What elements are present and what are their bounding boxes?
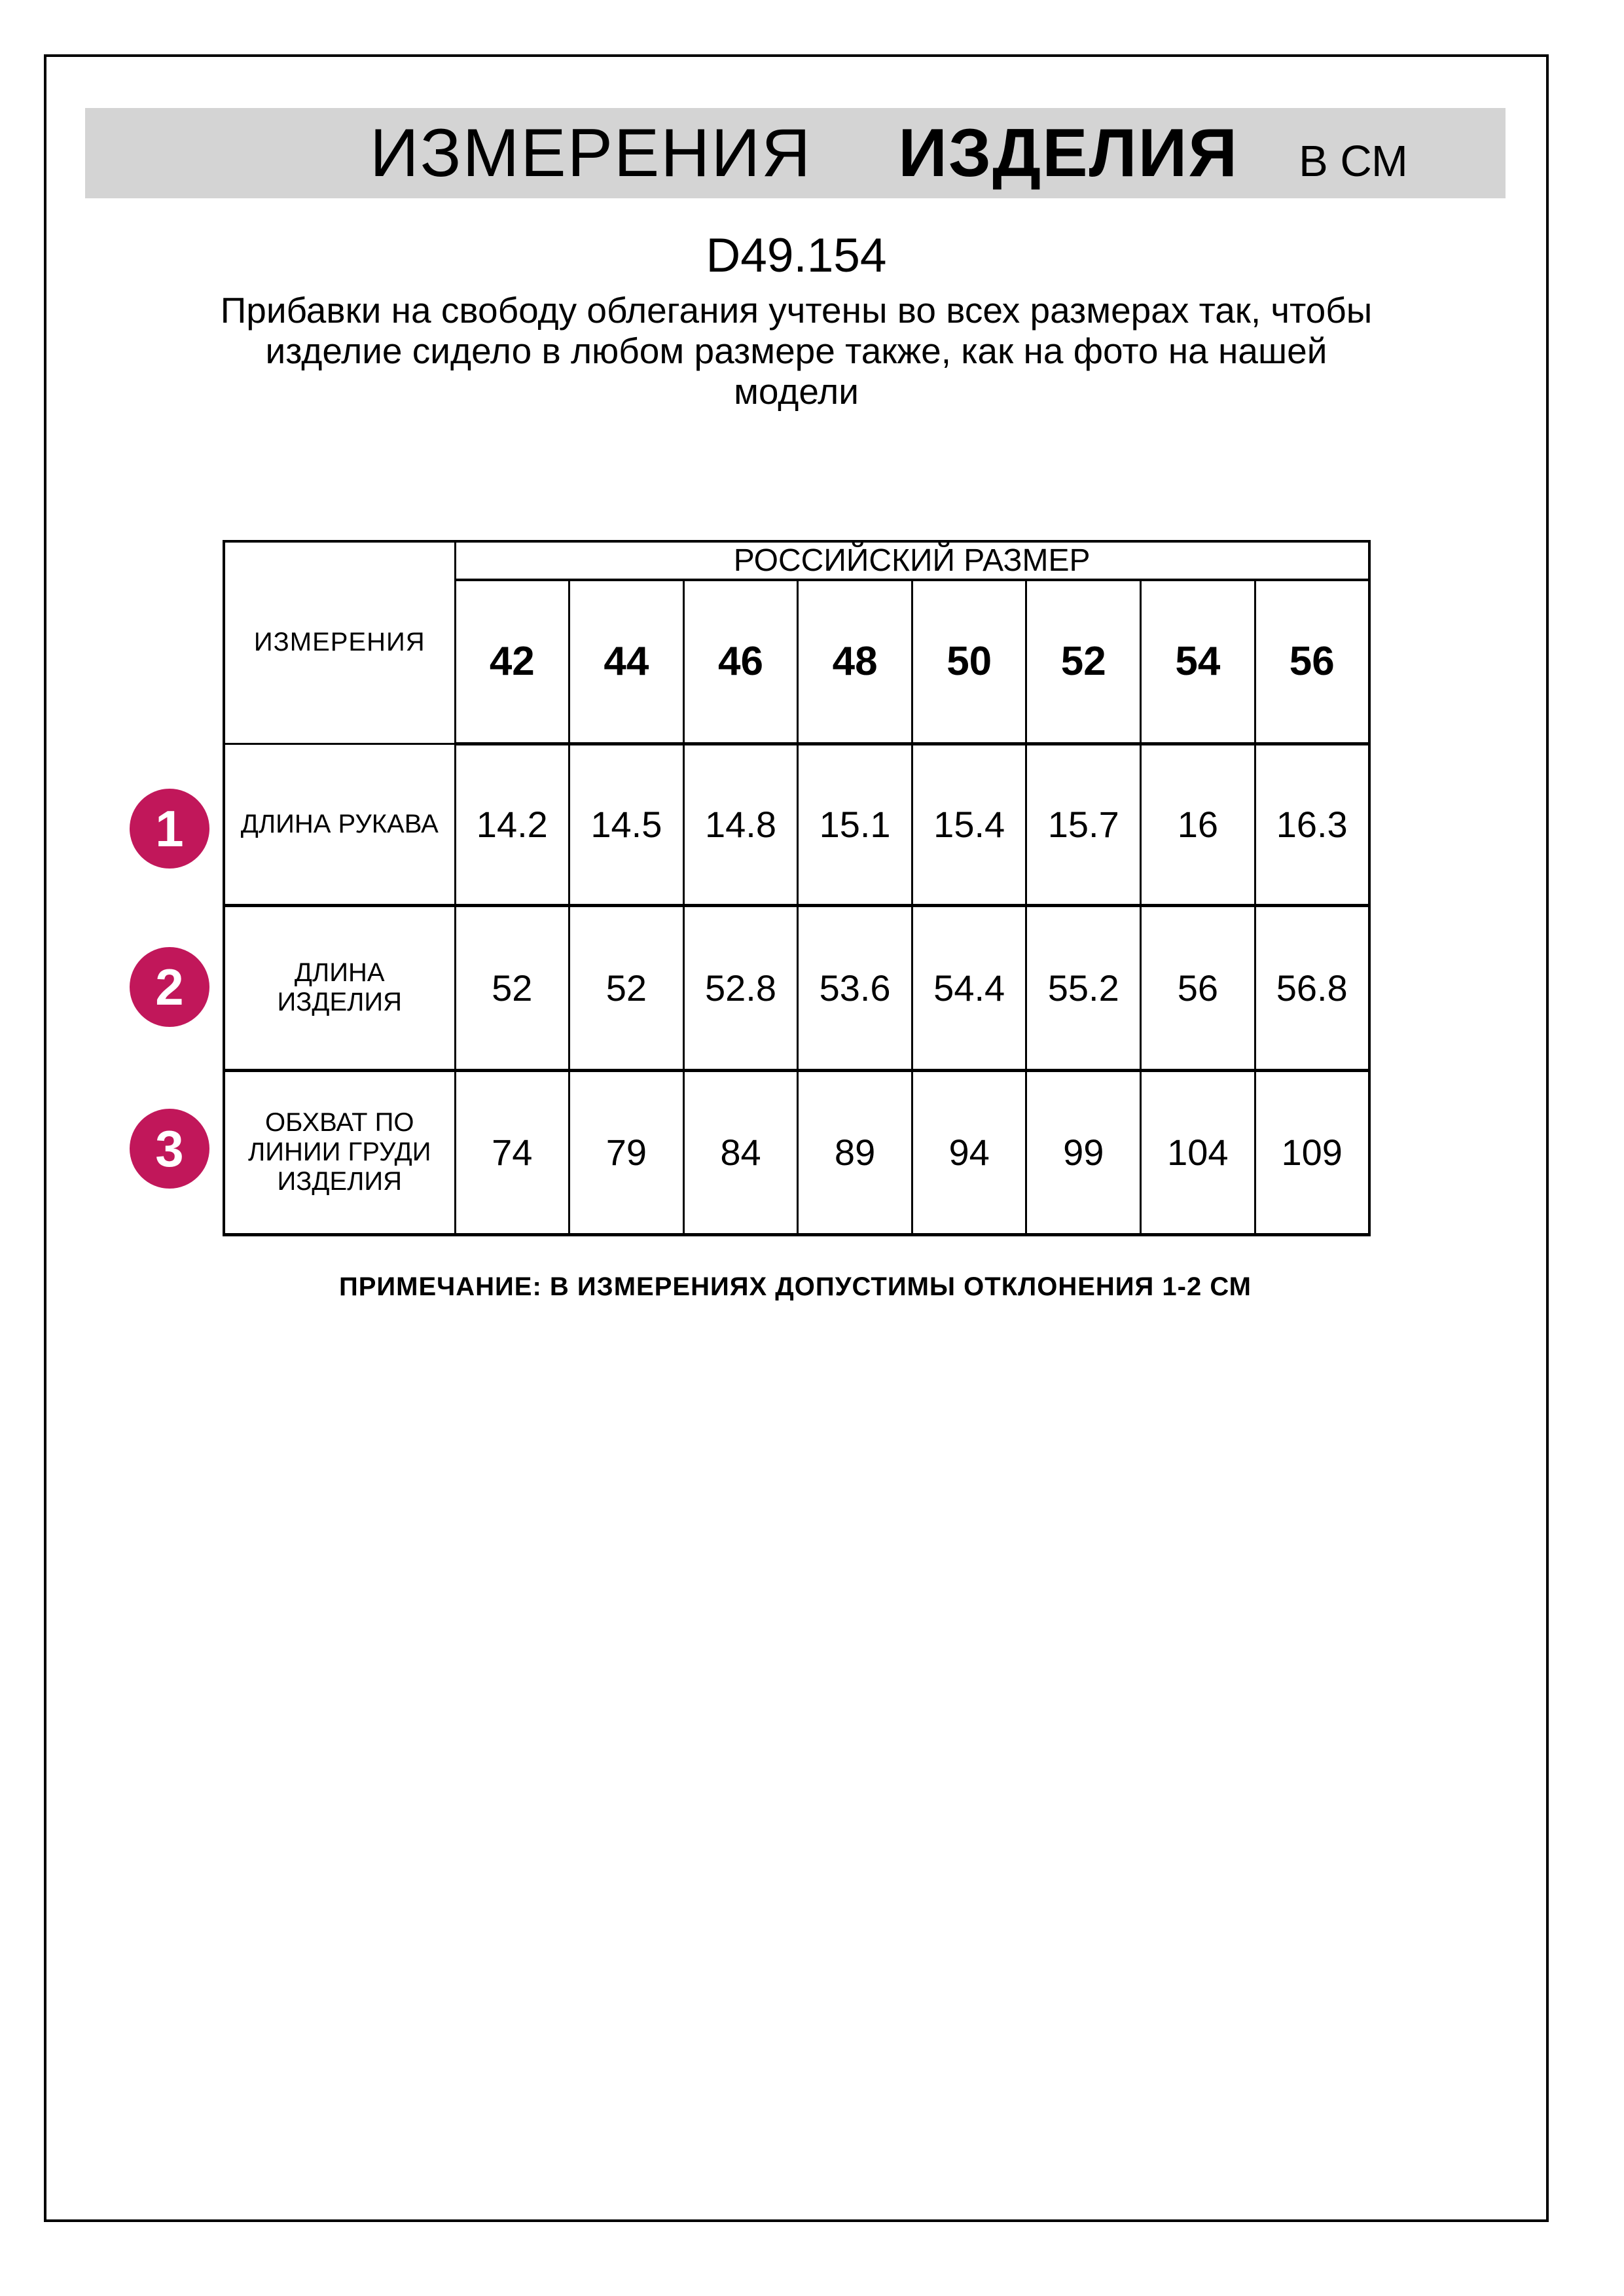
- size-header-cell: 48: [798, 580, 912, 744]
- table-row-sleeve-length: [224, 744, 1369, 905]
- value-cell: 79: [569, 1070, 684, 1234]
- title-band: [85, 108, 1506, 198]
- description-line: изделие сидело в любом размере также, как на фото на нашей: [265, 331, 1327, 371]
- value-cell: 15.4: [912, 744, 1026, 905]
- size-header-cell: 44: [569, 580, 684, 744]
- value-cell: 94: [912, 1070, 1026, 1234]
- row-number-badge-2: 2: [130, 947, 209, 1027]
- size-measurements-table: [223, 540, 1371, 1236]
- value-cell: 109: [1255, 1070, 1369, 1234]
- value-cell: 74: [455, 1070, 569, 1234]
- value-cell: 89: [798, 1070, 912, 1234]
- value-cell: 84: [683, 1070, 798, 1234]
- value-cell: 16.3: [1255, 744, 1369, 905]
- value-cell: 14.5: [569, 744, 684, 905]
- value-cell: 14.2: [455, 744, 569, 905]
- value-cell: 55.2: [1026, 905, 1141, 1070]
- size-header-cell: 54: [1141, 580, 1255, 744]
- row-label: ДЛИНА РУКАВА: [224, 744, 455, 905]
- value-cell: 15.7: [1026, 744, 1141, 905]
- measurements-corner-header: ИЗМЕРЕНИЯ: [224, 541, 455, 744]
- description-line: Прибавки на свободу облегания учтены во всех размерах так, чтобы: [220, 290, 1373, 331]
- size-header-cell: 52: [1026, 580, 1141, 744]
- value-cell: 52.8: [683, 905, 798, 1070]
- value-cell: 52: [455, 905, 569, 1070]
- description-line: модели: [734, 371, 859, 412]
- row-label: ДЛИНА ИЗДЕЛИЯ: [224, 905, 455, 1070]
- value-cell: 56: [1141, 905, 1255, 1070]
- row-number-badge-1: 1: [130, 789, 209, 869]
- tolerance-note: ПРИМЕЧАНИЕ: В ИЗМЕРЕНИЯХ ДОПУСТИМЫ ОТКЛОНЕНИЯ 1-2 СМ: [339, 1272, 1252, 1301]
- size-header-cell: 56: [1255, 580, 1369, 744]
- size-header-cell: 50: [912, 580, 1026, 744]
- size-header-cell: 42: [455, 580, 569, 744]
- value-cell: 16: [1141, 744, 1255, 905]
- value-cell: 56.8: [1255, 905, 1369, 1070]
- title-unit-cm: В СМ: [1299, 137, 1408, 186]
- size-header-cell: 46: [683, 580, 798, 744]
- row-label: ОБХВАТ ПО ЛИНИИ ГРУДИ ИЗДЕЛИЯ: [224, 1070, 455, 1234]
- value-cell: 104: [1141, 1070, 1255, 1234]
- title-word-measurements: ИЗМЕРЕНИЯ: [370, 115, 812, 191]
- description-paragraph: [44, 290, 1549, 412]
- table-row-chest-girth: [224, 1070, 1369, 1234]
- value-cell: 14.8: [683, 744, 798, 905]
- value-cell: 52: [569, 905, 684, 1070]
- value-cell: 53.6: [798, 905, 912, 1070]
- value-cell: 15.1: [798, 744, 912, 905]
- table-row-product-length: [224, 905, 1369, 1070]
- value-cell: 54.4: [912, 905, 1026, 1070]
- row-number-badge-3: 3: [130, 1109, 209, 1189]
- russian-size-group-header: РОССИЙСКИЙ РАЗМЕР: [455, 541, 1369, 580]
- value-cell: 99: [1026, 1070, 1141, 1234]
- title-word-product: ИЗДЕЛИЯ: [898, 115, 1239, 191]
- article-code: D49.154: [706, 229, 887, 282]
